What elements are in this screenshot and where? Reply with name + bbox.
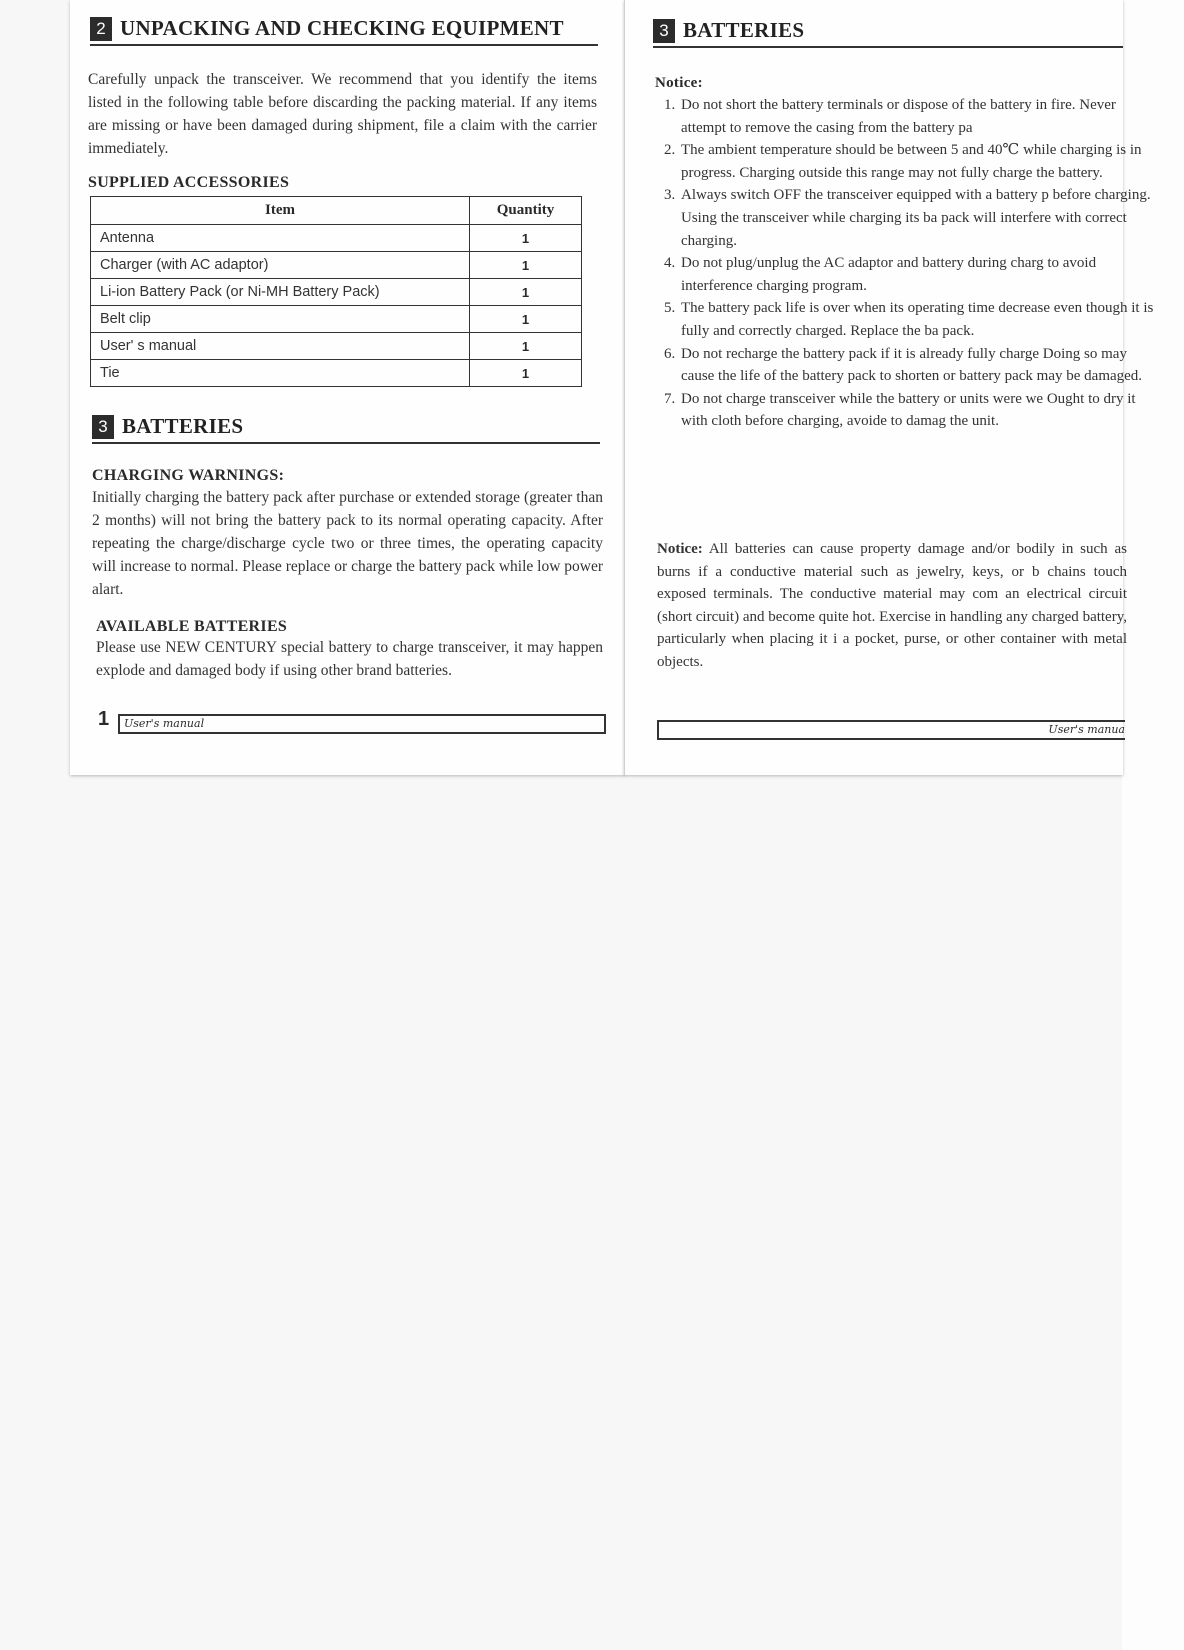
accessories-table	[90, 196, 582, 387]
table-cell-quantity: 1	[470, 333, 582, 360]
table-row	[91, 333, 582, 360]
notice-heading: Notice:	[655, 75, 703, 91]
table-cell-item: Charger (with AC adaptor)	[91, 252, 470, 279]
accessories-heading: SUPPLIED ACCESSORIES	[88, 174, 290, 191]
notice-list	[655, 94, 1159, 433]
page-number: 1	[98, 708, 110, 730]
section-number: 2	[90, 17, 112, 41]
table-cell-quantity: 1	[470, 279, 582, 306]
list-item: 6. Do not recharge the battery pack if it is already fully charge Doing so may cause the life of the battery pack to shorten or battery pack may be damaged.	[679, 343, 1159, 388]
table-cell-quantity: 1	[470, 225, 582, 252]
section-number: 3	[92, 415, 114, 439]
section-header-unpacking	[90, 16, 598, 46]
footer-label: User's manual	[124, 717, 205, 730]
table-cell-item: Tie	[91, 360, 470, 387]
table-cell-item: User' s manual	[91, 333, 470, 360]
available-batteries-heading: AVAILABLE BATTERIES	[96, 618, 288, 635]
table-row	[91, 252, 582, 279]
available-batteries-text: Please use NEW CENTURY special battery to charge transceiver, it may happen explode and damaged body if using other brand batteries.	[96, 639, 603, 679]
table-row	[91, 279, 582, 306]
page-footer-bar	[657, 720, 1125, 740]
list-item: 2. The ambient temperature should be between 5 and 40℃ while charging is in progress. Charging outside this range may not fully charge the battery.	[679, 139, 1159, 184]
section-number: 3	[653, 19, 675, 43]
charging-warnings-text: Initially charging the battery pack after purchase or extended storage (greater than 2 months) will not bring the battery pack to its normal operating capacity. After repeating the charge/discharge cycle two or three times, the operating capacity will increase to normal. Please replace or charge the battery pack while low power alart.	[92, 489, 604, 598]
page-footer-bar	[118, 714, 606, 734]
section-title: BATTERIES	[122, 414, 244, 438]
table-cell-item: Belt clip	[91, 306, 470, 333]
table-cell-quantity: 1	[470, 252, 582, 279]
list-item: 1. Do not short the battery terminals or dispose of the battery in fire. Never attempt to remove the casing from the battery pa	[679, 94, 1159, 139]
list-item: 3. Always switch OFF the transceiver equipped with a battery p before charging. Using the transceiver while charging its ba pack will interfere with correct charging.	[679, 184, 1159, 252]
list-item: 4. Do not plug/unplug the AC adaptor and battery during charg to avoid interference charging program.	[679, 252, 1159, 297]
right-page	[624, 0, 1154, 775]
table-header-row	[91, 197, 582, 225]
table-row	[91, 225, 582, 252]
table-cell-quantity: 1	[470, 306, 582, 333]
list-item: 7. Do not charge transceiver while the battery or units were we Ought to dry it with cloth before charging, avoide to damag the unit.	[679, 388, 1159, 433]
table-row	[91, 306, 582, 333]
section-title: UNPACKING AND CHECKING EQUIPMENT	[120, 16, 564, 40]
charging-warnings-heading: CHARGING WARNINGS:	[92, 467, 285, 484]
section-header-batteries	[653, 18, 1123, 48]
section-title: BATTERIES	[683, 18, 805, 42]
list-item: 5. The battery pack life is over when its operating time decrease even though it is fully and correctly charged. Replace the ba pack.	[679, 297, 1159, 342]
table-cell-item: Antenna	[91, 225, 470, 252]
column-header-item: Item	[91, 197, 470, 225]
table-cell-quantity: 1	[470, 360, 582, 387]
section-header-batteries	[92, 414, 600, 444]
table-cell-item: Li-ion Battery Pack (or Ni-MH Battery Pack)	[91, 279, 470, 306]
table-row	[91, 360, 582, 387]
footer-label: User's manua	[1048, 723, 1125, 736]
notice-text: All batteries can cause property damage and/or bodily in such as burns if a conductive material such as jewelry, keys, or b chains touch exposed terminals. The conductive material may com an electrical circuit (short circuit) and become quite hot. Exercise in handling any charged battery, particularly when placing it i a pocket, purse, or other container with metal objects.	[657, 541, 1127, 670]
column-header-quantity: Quantity	[470, 197, 582, 225]
left-page	[70, 0, 625, 775]
notice-paragraph	[657, 538, 1127, 674]
intro-paragraph: Carefully unpack the transceiver. We recommend that you identify the items listed in the following table before discarding the packing material. If any items are missing or have been damaged during shipment, file a claim with the carrier immediately.	[88, 71, 597, 157]
notice-label: Notice:	[657, 541, 703, 557]
